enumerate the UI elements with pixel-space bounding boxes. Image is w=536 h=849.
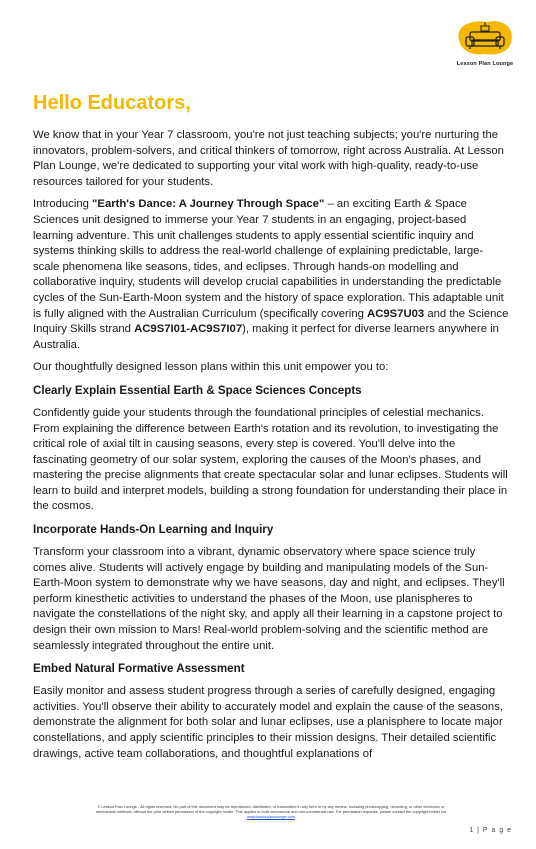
section-body: Transform your classroom into a vibrant, dynamic observatory where space science truly comes alive. Students will actively engage by building and manipulating models of the Sun-Earth-Moon system to demonstrate why we have seasons, day and night, and eclipses. They'll perform kinesthetic activities to understand the phases of the Moon, use planispheres to navigate the constellations of the night sky, and apply all their learning in a capstone project to design their own mission to Mars! Real-world problem-solving and the scientific method are seamlessly integrated throughout the entire unit.: [33, 546, 505, 652]
copyright-footer: [33, 804, 509, 819]
intro-paragraph: We know that in your Year 7 classroom, you're not just teaching subjects; you're nurturing the innovators, problem-solvers, and critical thinkers of tomorrow, right across Australia. At Lesson Plan Lounge, we're dedicated to supporting your vital work with high-quality, ready-to-use resources tailored for your students.: [33, 129, 504, 188]
section-heading: Clearly Explain Essential Earth & Space Sciences Concepts: [33, 383, 362, 397]
section-body: Confidently guide your students through the foundational principles of celestial mechanics. From explaining the difference between Earth's rotation and its revolution, to investigating the critical role of axial tilt in causing seasons, every step is covered. You'll delve into the fascinating geometry of our solar system, exploring the causes of the Moon's phases, and mastering the precise alignments that create spectacular solar and lunar eclipses. Students will learn to build and interpret models, building a strong foundation for understanding their place in the cosmos.: [33, 406, 508, 513]
copyright-line: mechanical methods, without the prior written permission of the copyright holder. This applies to both commercial and non-commercial use. For permission requests, please contact the copyright holder via: [95, 809, 447, 814]
logo-text: Lesson Plan Lounge: [456, 61, 514, 67]
section-body: Easily monitor and assess student progress through a series of carefully designed, engaging activities. You'll observe their ability to accurately model and explain the cause of the seasons, demonstrate the alignment for both solar and lunar eclipses, use a planisphere to locate major constellations, and apply scientific principles to their mission designs. Their detailed scientific drawings, active team collaborations, and thoughtful explanations of: [33, 685, 503, 760]
curriculum-code: AC9S7U03: [367, 307, 425, 320]
brand-logo: [447, 18, 523, 67]
text-run: – an exciting Earth & Space Sciences unit designed to immerse your Year 7 students in an engaging, project-based learning adventure. This unit challenges students to apply essential scientific inquiry and systems thinking skills to address the real-world challenge of explaining predictable, large-scale phenomena like seasons, tides, and eclipses. Through hands-on modelling and collaborative inquiry, students will develop crucial capabilities in understanding the predictable cycles of the Sun-Earth-Moon system and the history of space exploration. This adaptable unit is fully aligned with the Australian Curriculum (specifically covering: [33, 198, 504, 320]
lead-in-paragraph: Our thoughtfully designed lesson plans within this unit empower you to:: [33, 361, 389, 374]
unit-title: "Earth's Dance: A Journey Through Space": [92, 198, 325, 211]
copyright-line: © Lesson Plan Lounge - All rights reserved. No part of this document may be reproduced, distributed, or transmitted in any form or by any means, including photocopying, recording, or other electronic or: [97, 804, 445, 809]
unit-introduction-paragraph: [33, 197, 509, 353]
text-run: and the Science Inquiry Skills strand: [33, 307, 509, 336]
curriculum-code: AC9S7I01-AC9S7I07: [134, 323, 243, 336]
text-run: Introducing: [33, 198, 93, 211]
section-heading: Incorporate Hands-On Learning and Inquiry: [33, 523, 274, 537]
page-number: 1 | P a g e: [469, 827, 512, 834]
page-title: Hello Educators,: [33, 92, 191, 114]
sofa-icon: [453, 18, 517, 60]
text-run: ), making it perfect for diverse learners anywhere in Australia.: [33, 323, 499, 351]
website-link[interactable]: www.lessonplanlounge.com: [246, 814, 295, 819]
section-heading: Embed Natural Formative Assessment: [33, 662, 245, 676]
letter-body: [33, 90, 509, 769]
